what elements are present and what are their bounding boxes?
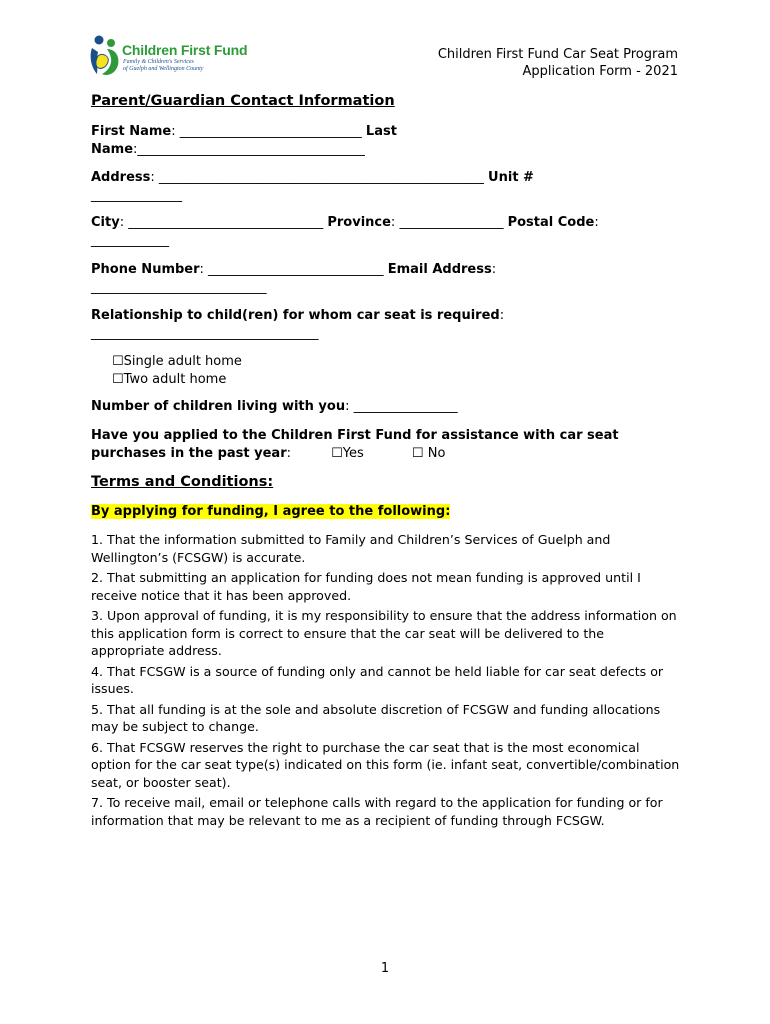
unit-label: Unit #: [488, 170, 534, 185]
last-name-label-a: Last: [365, 124, 397, 139]
email-label: Email Address: [387, 262, 492, 277]
relationship-field-row[interactable]: Relationship to child(ren) for whom car seat is required: ___________________________________: [91, 308, 505, 341]
city-field-row[interactable]: City: ______________________________ Province: ________________ Postal Code: ____________: [91, 215, 599, 248]
phone-label: Phone Number: [91, 262, 200, 277]
applied-label-line1: Have you applied to the Children First Fund for assistance with car seat: [91, 428, 619, 443]
no-checkbox[interactable]: ☐: [411, 446, 424, 461]
two-adult-checkbox[interactable]: ☐: [112, 372, 124, 387]
terms-list: [91, 531, 681, 832]
address-field[interactable]: __________________________________________________: [158, 170, 484, 185]
logo-figure-icon: [88, 34, 122, 80]
logo-subtitle-line1: Family & Children's Services: [123, 59, 194, 65]
terms-item: 6. That FCSGW reserves the right to purchase the car seat that is the most economical option for the car seat type(s) indicated on this form (ie. infant seat, convertible/combination seat, or booster seat).: [91, 739, 680, 790]
single-adult-checkbox[interactable]: ☐: [112, 354, 124, 369]
relationship-field[interactable]: ___________________________________: [91, 326, 319, 341]
terms-section: [91, 474, 681, 490]
no-label: No: [427, 446, 446, 461]
children-count-label: Number of children living with you: [91, 399, 346, 414]
logo: [88, 34, 268, 80]
header-program: Children First Fund Car Seat Program: [437, 47, 678, 62]
applied-before-row: Have you applied to the Children First Fund for assistance with car seat purchases in the past year: ☐Yes ☐ No: [91, 428, 619, 461]
last-name-field[interactable]: ___________________________________: [137, 142, 365, 157]
terms-item: 1. That the information submitted to Family and Children’s Services of Guelph and Wellington’s (FCSGW) is accurate.: [91, 532, 611, 565]
terms-intro-row: [91, 503, 681, 521]
two-adult-option[interactable]: [91, 371, 681, 389]
phone-field[interactable]: ___________________________: [208, 262, 384, 277]
terms-item: 2. That submitting an application for funding does not mean funding is approved until I receive notice that it has been approved.: [91, 570, 641, 603]
children-count-field[interactable]: ________________: [353, 399, 458, 414]
email-field[interactable]: ___________________________: [91, 280, 267, 295]
header-form-year: Application Form - 2021: [522, 64, 678, 79]
city-label: City: [91, 215, 120, 230]
contact-section-title: Parent/Guardian Contact Information: [91, 93, 395, 109]
logo-title: Children First Fund: [122, 42, 248, 58]
two-adult-label: Two adult home: [123, 372, 227, 387]
contact-section: [91, 93, 681, 109]
terms-intro-highlight: By applying for funding, I agree to the following:: [91, 504, 451, 519]
terms-item: 3. Upon approval of funding, it is my responsibility to ensure that the address information on this application form is correct to ensure that the car seat will be delivered to the appropriate address.: [91, 608, 677, 658]
yes-label: Yes: [342, 446, 364, 461]
terms-item: 7. To receive mail, email or telephone calls with regard to the application for funding or for information that may be relevant to me as a recipient of funding through FCSGW.: [91, 795, 663, 828]
page-number: 1: [380, 961, 390, 976]
terms-item: 5. That all funding is at the sole and absolute discretion of FCSGW and funding allocations may be subject to change.: [91, 701, 661, 734]
yes-checkbox[interactable]: ☐: [331, 446, 343, 461]
applied-label-line2: purchases in the past year: [91, 446, 287, 461]
terms-title: Terms and Conditions:: [91, 474, 274, 490]
last-name-label-b: Name: [91, 142, 134, 157]
address-label: Address: [91, 170, 151, 185]
phone-field-row[interactable]: Phone Number: ___________________________ Email Address: ___________________________: [91, 262, 497, 295]
postal-code-label: Postal Code: [507, 215, 595, 230]
postal-code-field[interactable]: ____________: [91, 233, 169, 248]
province-field[interactable]: ________________: [399, 215, 504, 230]
first-name-field[interactable]: ____________________________: [179, 124, 362, 139]
children-count-row[interactable]: Number of children living with you: ________________: [91, 399, 458, 414]
province-label: Province: [327, 215, 391, 230]
document-header: [438, 46, 678, 80]
terms-item: 4. That FCSGW is a source of funding only and cannot be held liable for car seat defects or issues.: [91, 663, 664, 696]
unit-field[interactable]: ______________: [91, 188, 182, 203]
single-adult-option[interactable]: [91, 353, 681, 371]
first-name-label: First Name: [91, 124, 172, 139]
logo-subtitle: [123, 59, 203, 73]
single-adult-label: Single adult home: [123, 354, 242, 369]
address-field-row[interactable]: Address: __________________________________________________ Unit # ______________: [91, 170, 534, 203]
household-options: [91, 353, 681, 389]
city-field[interactable]: ______________________________: [128, 215, 324, 230]
logo-subtitle-line2: of Guelph and Wellington County: [123, 66, 204, 72]
name-field-row[interactable]: First Name: ____________________________ Last Name:___________________________________: [91, 124, 397, 157]
relationship-label: Relationship to child(ren) for whom car seat is required: [91, 308, 500, 323]
